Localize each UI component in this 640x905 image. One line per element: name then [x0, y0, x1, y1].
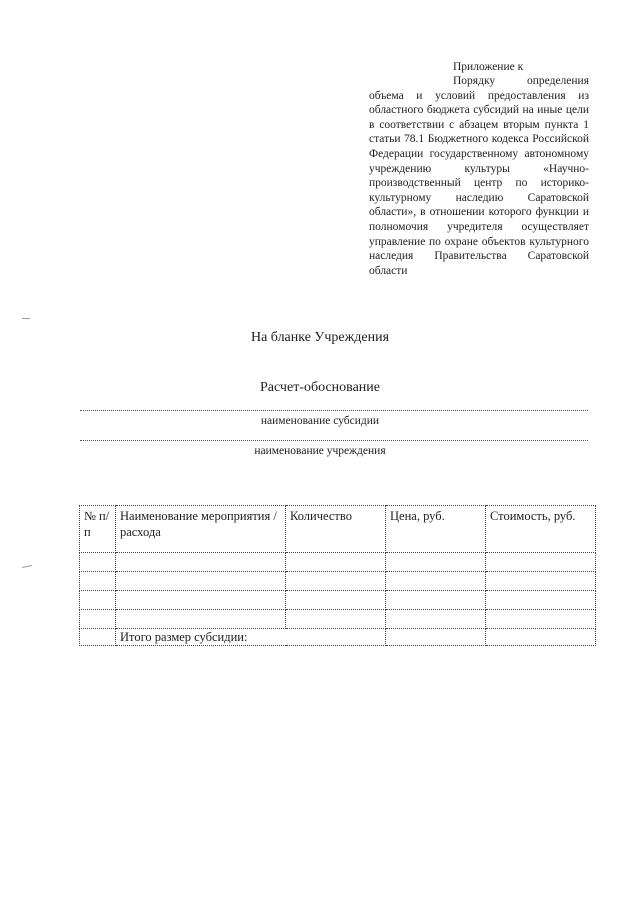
- table-cell: [80, 629, 116, 646]
- header-name: Наименование мероприятия / расхода: [116, 506, 286, 553]
- total-row: [80, 629, 596, 646]
- table-cell: [386, 572, 486, 591]
- table-row: [80, 610, 596, 629]
- institution-name-caption: наименование учреждения: [254, 445, 386, 457]
- table-cell: [116, 591, 286, 610]
- table-cell: [486, 591, 596, 610]
- table-cell: [386, 629, 486, 646]
- subsidy-name-line: [80, 410, 588, 411]
- table-cell: [80, 572, 116, 591]
- header-number: № п/п: [80, 506, 116, 553]
- table-cell: [80, 553, 116, 572]
- table-row: [80, 572, 596, 591]
- table-cell: [286, 572, 386, 591]
- document-title: Расчет-обоснование: [260, 380, 380, 395]
- letterhead-note: На бланке Учреждения: [250, 330, 390, 345]
- table-row: [80, 591, 596, 610]
- table-cell: [386, 610, 486, 629]
- table-cell: [486, 553, 596, 572]
- table-cell: [486, 572, 596, 591]
- table-cell: [386, 591, 486, 610]
- table-row: [80, 553, 596, 572]
- calculation-table: [79, 505, 596, 646]
- table-cell: [486, 629, 596, 646]
- table-cell: [286, 610, 386, 629]
- appendix-body-text: объема и условий предоставления из областного бюджета субсидий на иные цели в соответствии с абзацем вторым пункта 1 статьи 78.1 Бюджетного кодекса Российской Федерации государственному автономному учреждению культуры «Научно-производственный центр по историко-культурному наследию Саратовской области», в отношении которого функции и полномочия учредителя осуществляет управление по охране объектов культурного наследия Правительства Саратовской области: [369, 89, 589, 277]
- table-header-row: [80, 506, 596, 553]
- table-cell: [486, 610, 596, 629]
- table-cell: [286, 591, 386, 610]
- scan-speck: [22, 318, 30, 319]
- total-label: Итого размер субсидии:: [116, 629, 386, 646]
- header-cost: Стоимость, руб.: [486, 506, 596, 553]
- table-cell: [116, 553, 286, 572]
- appendix-first-line: Порядку определения: [453, 75, 589, 87]
- header-quantity: Количество: [286, 506, 386, 553]
- table-cell: [80, 591, 116, 610]
- table-cell: [116, 610, 286, 629]
- institution-name-line: [80, 440, 588, 441]
- appendix-text: [369, 74, 589, 278]
- table-cell: [386, 553, 486, 572]
- subsidy-name-caption: наименование субсидии: [260, 415, 380, 427]
- header-price: Цена, руб.: [386, 506, 486, 553]
- table-cell: [286, 553, 386, 572]
- scan-speck: [22, 565, 32, 568]
- table-cell: [80, 610, 116, 629]
- table-cell: [116, 572, 286, 591]
- appendix-title: Приложение к: [453, 61, 524, 73]
